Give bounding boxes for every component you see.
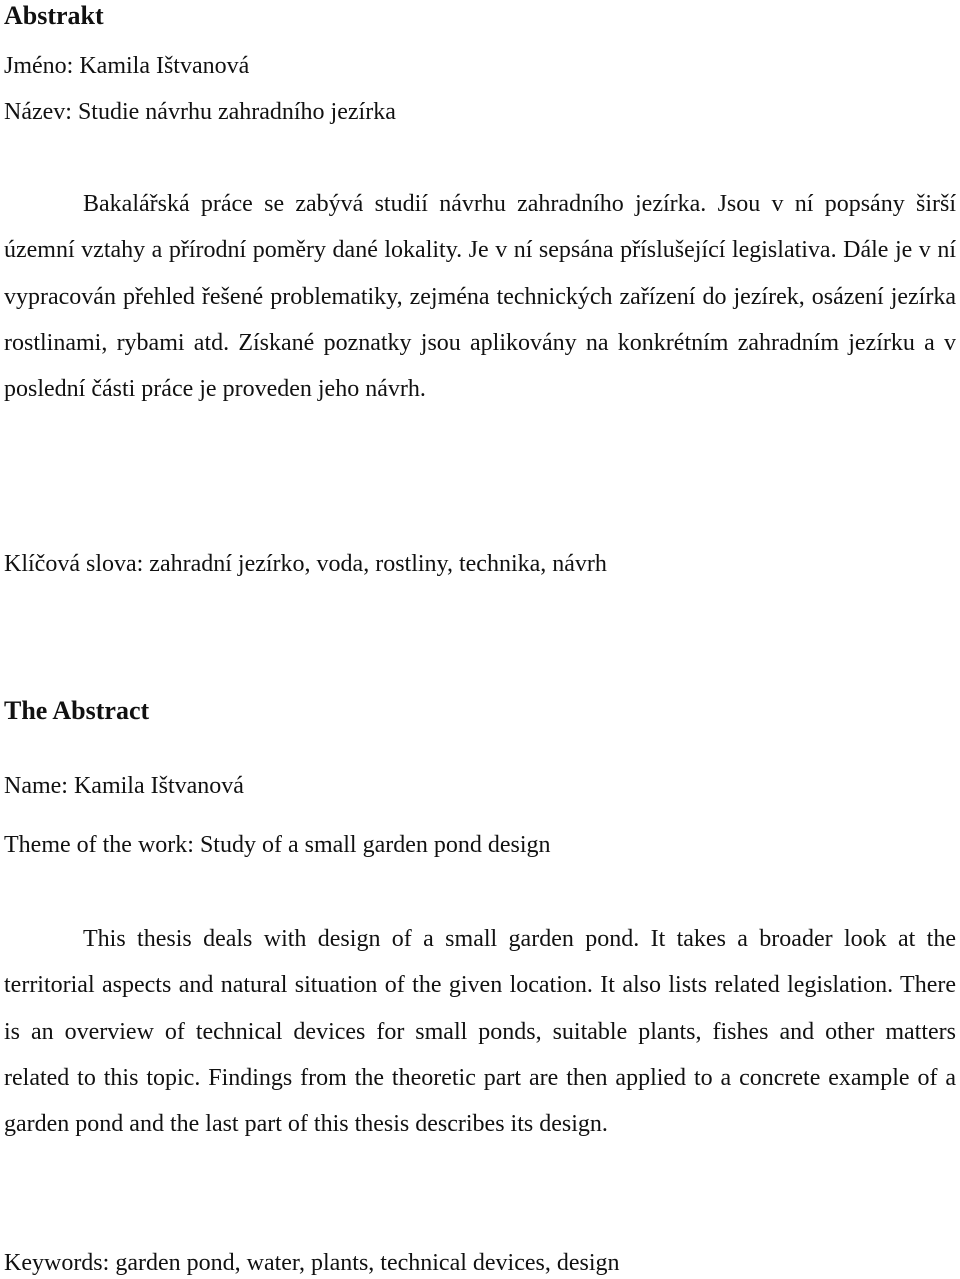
czech-keywords-line: Klíčová slova: zahradní jezírko, voda, rostliny, technika, návrh [4,551,607,577]
czech-abstract-paragraph: Bakalářská práce se zabývá studií návrhu zahradního jezírka. Jsou v ní popsány širší územní vztahy a přírodní poměry dané lokality. Je v ní sepsána příslušející legislativa. Dále je v ní vypracován přehled řešené problematiky, zejména technických zařízení do jezírek, osázení jezírka rostlinami, rybami atd. Získané poznatky jsou aplikovány na konkrétním zahradním jezírku a v poslední části práce je proveden jeho návrh. [4,191,956,403]
czech-name-line: Jméno: Kamila Ištvanová [4,53,250,79]
english-abstract-heading: The Abstract [4,696,150,725]
english-abstract-paragraph: This thesis deals with design of a small garden pond. It takes a broader look at the territorial aspects and natural situation of the given location. It also lists related legislation. There is an overview of technical devices for small ponds, suitable plants, fishes and other matters related to this topic. Findings from the theoretic part are then applied to a concrete example of a garden pond and the last part of this thesis describes its design. [4,926,956,1138]
document-page [4,0,956,1279]
english-keywords-line: Keywords: garden pond, water, plants, technical devices, design [4,1250,620,1276]
english-name-line: Name: Kamila Ištvanová [4,773,244,799]
czech-title-line: Název: Studie návrhu zahradního jezírka [4,99,396,125]
english-theme-line: Theme of the work: Study of a small garden pond design [4,832,551,858]
czech-abstract-heading: Abstrakt [4,1,104,30]
